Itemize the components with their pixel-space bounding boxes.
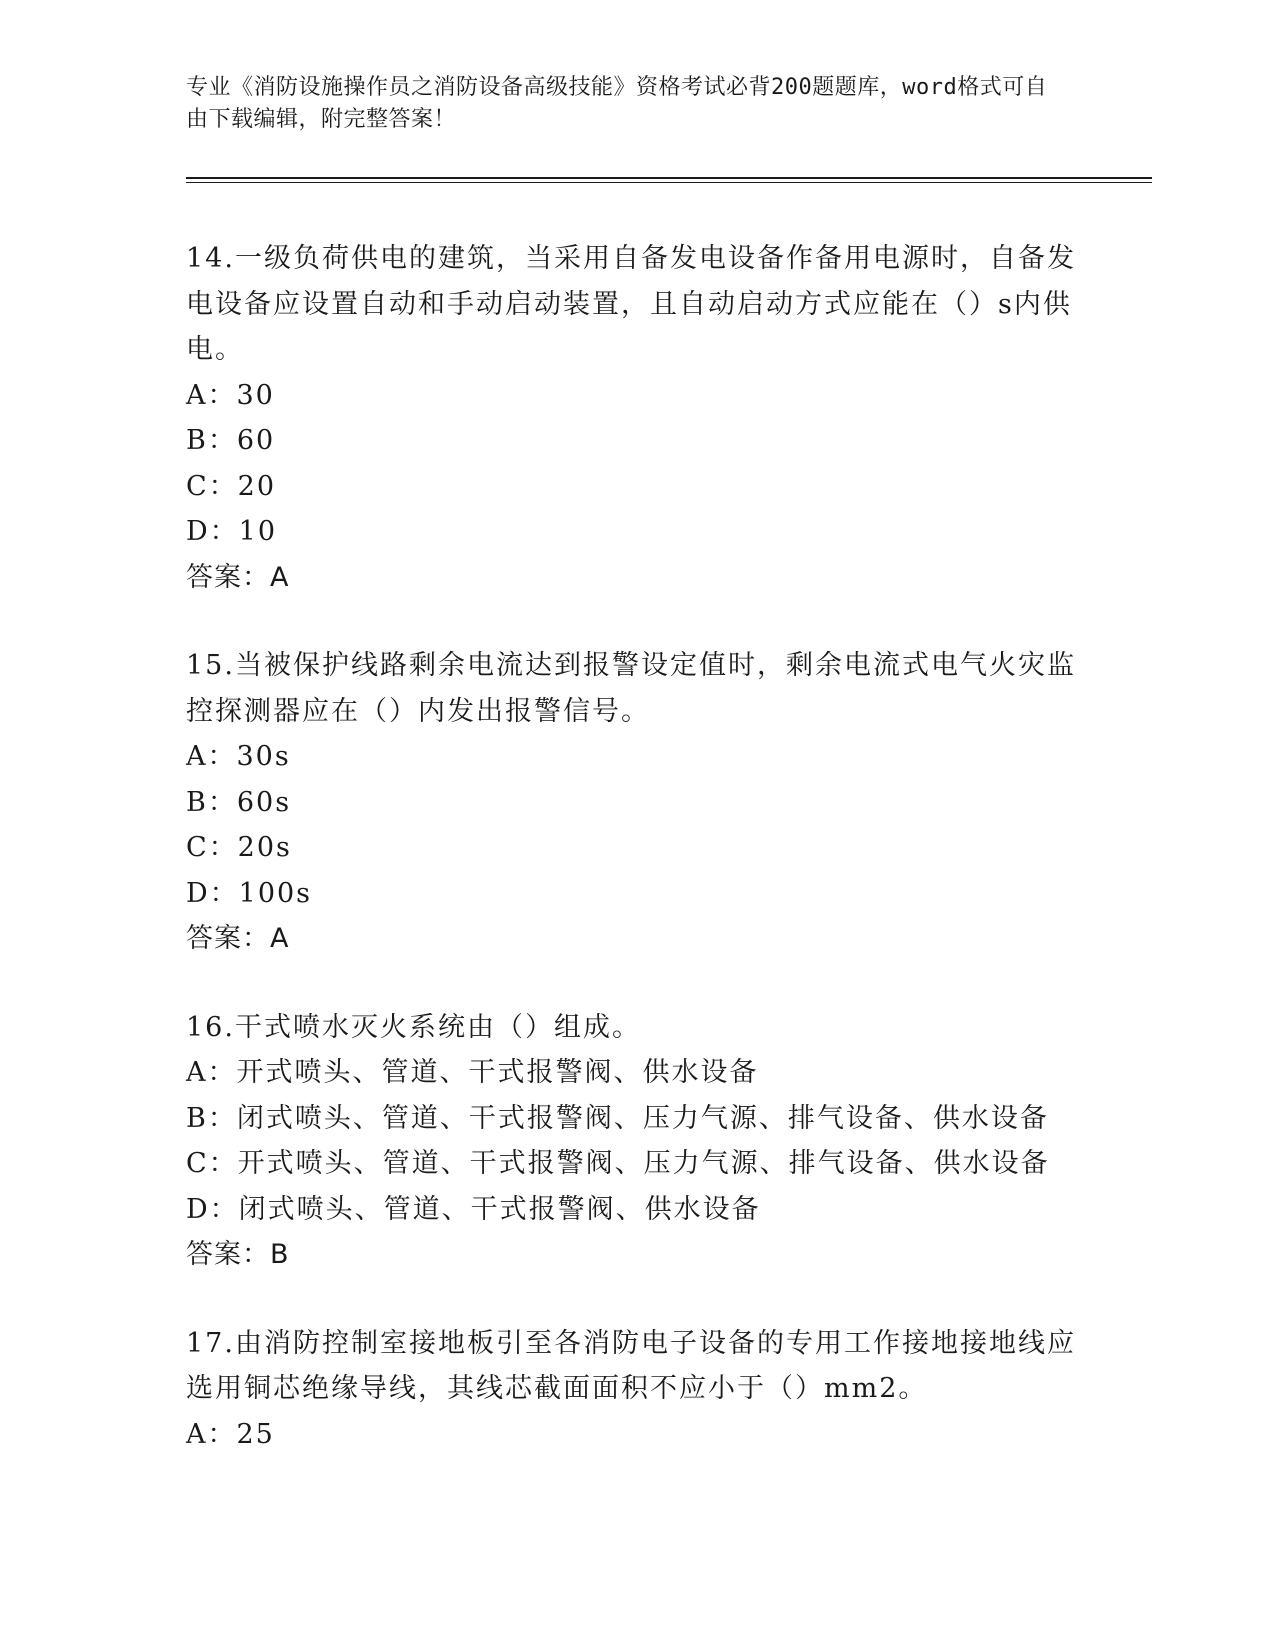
answer-line: 答案：B	[186, 1239, 290, 1270]
option-a: A：30s	[186, 741, 291, 772]
question-17	[186, 1321, 1086, 1458]
question-stem: 14.一级负荷供电的建筑，当采用自备发电设备作备用电源时，自备发电设备应设置自动和手动启动装置，且自动启动方式应能在（）s内供电。	[186, 243, 1076, 365]
option-c: C：20s	[186, 832, 292, 863]
option-d: D：10	[186, 516, 278, 547]
answer-line: 答案：A	[186, 923, 290, 954]
question-stem: 16.干式喷水灭火系统由（）组成。	[186, 1011, 641, 1043]
document-header: 专业《消防设施操作员之消防设备高级技能》资格考试必背200题题库，word格式可自由下载编辑，附完整答案！	[186, 75, 1048, 132]
option-c: C：开式喷头、管道、干式报警阀、压力气源、排气设备、供水设备	[186, 1148, 1050, 1179]
header-divider-thick	[186, 177, 1152, 179]
question-16	[186, 1005, 1086, 1278]
option-b: B：60	[186, 425, 276, 456]
option-d: D：闭式喷头、管道、干式报警阀、供水设备	[186, 1193, 761, 1225]
option-a: A：30	[186, 379, 275, 411]
question-15	[186, 643, 1086, 962]
question-14	[186, 236, 1086, 600]
question-stem: 17.由消防控制室接地板引至各消防电子设备的专用工作接地接地线应选用铜芯绝缘导线，其线芯截面面积不应小于（）mm2。	[186, 1327, 1076, 1404]
option-b: B：60s	[186, 786, 292, 818]
option-a: A：25	[186, 1418, 275, 1450]
question-stem: 15.当被保护线路剩余电流达到报警设定值时，剩余电流式电气火灾监控探测器应在（）内发出报警信号。	[186, 650, 1076, 727]
header-divider-thin	[186, 182, 1152, 183]
question-list	[186, 236, 1086, 1500]
option-c: C：20	[186, 470, 277, 502]
answer-line: 答案：A	[186, 561, 290, 593]
option-a: A：开式喷头、管道、干式报警阀、供水设备	[186, 1057, 759, 1088]
option-d: D：100s	[186, 877, 313, 909]
option-b: B：闭式喷头、管道、干式报警阀、压力气源、排气设备、供水设备	[186, 1102, 1049, 1134]
